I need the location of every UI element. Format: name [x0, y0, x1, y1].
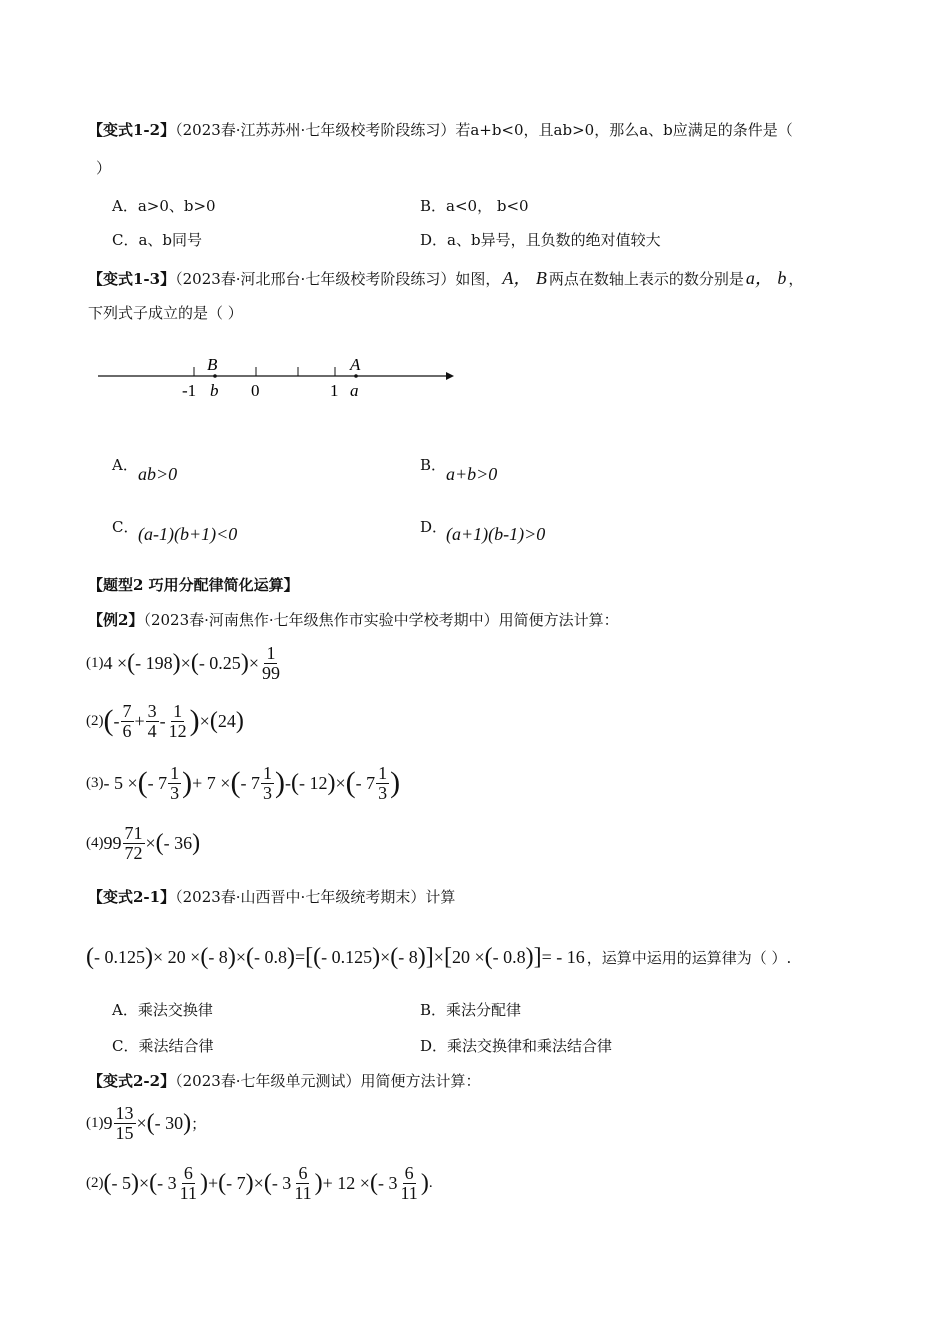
v21-eq-d: × — [235, 947, 246, 967]
v13-option-a-expr: ab>0 — [138, 464, 178, 484]
label-0: 0 — [251, 381, 260, 400]
v22-p2-f3n: 6 — [404, 1163, 414, 1183]
p3-frac1 — [168, 764, 181, 803]
section-title: 【题型2 巧用分配律简化运算】 — [88, 576, 299, 594]
p2-f1n: 7 — [122, 701, 132, 721]
p2-s2: + — [134, 710, 145, 731]
v13-option-c-label: C． — [112, 518, 139, 536]
e2-problem-2: (2) ( - $\frac{7}{6}$ + $\frac{3}{4}$ - $\frac{1}{12}$ ) × ( 24 ) — [86, 701, 244, 741]
p3-a: - 5 × — [103, 772, 138, 793]
v12-option-b: B．a<0， b<0 — [420, 197, 529, 215]
v22-p2-f3d: 11 — [400, 1182, 418, 1203]
v13-option-c-expr: (a-1)(b+1)<0 — [138, 524, 238, 544]
v22-head: 【变式2-2】 — [88, 1072, 176, 1090]
p3-b: - 7 — [147, 772, 168, 793]
v22-p2-f2n: 6 — [298, 1163, 308, 1183]
p1-fraction — [260, 644, 282, 683]
p2-f2n: 3 — [147, 701, 157, 721]
v13-line2: 下列式子成立的是（ ） — [88, 304, 243, 322]
v22-p2-f2d: 11 — [294, 1182, 312, 1203]
v22-p1-fd: 15 — [115, 1122, 134, 1143]
p1-a: 4 × — [103, 652, 128, 673]
p4-b: × — [145, 832, 156, 853]
v21-eq-d2: × — [380, 947, 391, 967]
v22-p1-end: ； — [191, 1116, 207, 1133]
p3-e: - 12 — [298, 772, 328, 793]
p2-f2d: 4 — [147, 720, 157, 741]
p4-fn: 71 — [124, 823, 143, 843]
v13-option-d-expr: (a+1)(b-1)>0 — [446, 524, 546, 544]
number-line-figure — [90, 345, 460, 405]
p4-number: (4) — [86, 834, 104, 851]
v12-option-d: D．a、b异号，且负数的绝对值较大 — [420, 231, 661, 249]
v21-option-b: B．乘法分配律 — [420, 1001, 522, 1019]
v13-points: A， B — [502, 268, 547, 288]
p1-c: × — [180, 652, 191, 673]
p2-s4: × — [199, 710, 210, 731]
v22-p2-f: + 12 × — [322, 1172, 370, 1193]
p2-f3d: 12 — [168, 720, 187, 741]
v22-p2-b2: × — [253, 1172, 264, 1193]
label-minus1: -1 — [182, 381, 197, 400]
p3-f2n: 1 — [262, 763, 272, 783]
v22-p2-b: × — [139, 1172, 150, 1193]
p3-f: × — [335, 772, 346, 793]
v13-body: （2023春·河北邢台·七年级校考阶段练习）如图， — [175, 270, 501, 288]
v22-body: （2023春·七年级单元测试）用简便方法计算： — [175, 1072, 481, 1090]
v22-question — [88, 1070, 481, 1091]
v22-p1-fn: 13 — [115, 1103, 134, 1123]
v21-eq-f: = — [294, 947, 306, 967]
v22-p2-a: - 5 — [111, 1172, 131, 1193]
v12-option-a: A．a>0、b>0 — [112, 197, 216, 215]
p2-number: (2) — [86, 712, 104, 729]
v22-p1-a: 9 — [103, 1112, 113, 1133]
v21-option-d: D．乘法交换律和乘法结合律 — [420, 1037, 613, 1055]
p1-number: (1) — [86, 654, 104, 671]
p3-f2d: 3 — [262, 782, 272, 803]
p2-f3n: 1 — [173, 701, 183, 721]
p2-frac3 — [167, 702, 189, 741]
v21-eq-a2: - 0.125 — [321, 947, 373, 967]
number-line-arrow — [446, 372, 454, 380]
v12-head: 【变式1-2】 — [88, 121, 176, 139]
point-a — [354, 374, 358, 378]
v22-p2-frac1 — [178, 1164, 199, 1203]
v12-option-c: C．a、b同号 — [112, 231, 203, 249]
v13-option-b-label: B． — [420, 456, 447, 474]
v21-eq-a: - 0.125 — [94, 947, 145, 967]
p1-frac-num: 1 — [266, 643, 276, 663]
label-B: B — [207, 355, 218, 374]
p3-frac3 — [376, 764, 389, 803]
e2-problem-3: (3) - 5 × ( - 7 $\frac{1}{3}$ ) + 7 × ( - 7 $\frac{1}{3}$ ) - ( - 12 ) × ( - 7 $\frac{1}{3}$ ) — [86, 763, 401, 803]
p1-b: - 198 — [135, 652, 173, 673]
v21-option-c: C．乘法结合律 — [112, 1037, 214, 1055]
p3-frac2 — [261, 764, 274, 803]
label-A: A — [350, 355, 361, 374]
p3-number: (3) — [86, 774, 104, 791]
label-b: b — [210, 381, 219, 400]
p3-f3d: 3 — [378, 782, 388, 803]
p2-f1d: 6 — [122, 720, 132, 741]
v21-body: （2023春·山西晋中·七年级统考期末）计算 — [175, 888, 456, 906]
v21-after: ，运算中运用的运算律为（ ）. — [586, 949, 792, 967]
p2-s3: - — [159, 710, 166, 731]
v21-eq-e2: - 0.8 — [492, 947, 526, 967]
v21-eq-b: × 20 × — [153, 947, 201, 967]
e2-question — [88, 609, 619, 630]
p3-f3n: 1 — [378, 763, 388, 783]
v13-question — [88, 264, 803, 290]
v13-option-d-label: D． — [420, 518, 448, 536]
v22-problem-2: (2) ( - 5 ) × ( - 3 $\frac{6}{11}$ ) + ( - 7 ) × ( - 3 $\frac{6}{11}$ ) + 12 × ( - 3 $\frac{6}{11}$ ) . — [86, 1163, 433, 1203]
v22-p2-d: + — [208, 1172, 219, 1193]
p3-c: + 7 × — [192, 772, 231, 793]
p4-c: - 36 — [163, 832, 193, 853]
v22-p1-c: - 30 — [154, 1112, 184, 1133]
v22-p1-b: × — [136, 1112, 147, 1133]
v22-p2-frac3 — [398, 1164, 419, 1203]
p2-s1: - — [113, 710, 120, 731]
v22-p2-number: (2) — [86, 1174, 104, 1191]
v22-p2-frac2 — [292, 1164, 313, 1203]
v22-p2-c2: - 3 — [271, 1172, 292, 1193]
v22-p2-e: - 7 — [226, 1172, 246, 1193]
p4-fd: 72 — [124, 842, 143, 863]
p3-f1n: 1 — [170, 763, 180, 783]
label-a: a — [350, 381, 359, 400]
e2-problem-4: (4) 99 $\frac{71}{72}$ × ( - 36 ) — [86, 823, 201, 863]
v22-p2-f1d: 11 — [179, 1182, 197, 1203]
v13-comma: ， — [788, 270, 804, 288]
v21-eq-g: 20 × — [451, 947, 485, 967]
p3-b2: - 7 — [240, 772, 260, 793]
v22-p2-c: - 3 — [157, 1172, 177, 1193]
p3-b3: - 7 — [355, 772, 376, 793]
p3-f1d: 3 — [170, 782, 180, 803]
p3-d: - — [284, 772, 291, 793]
v21-eq-c2: - 8 — [398, 947, 418, 967]
v13-option-b-expr: a+b>0 — [446, 464, 498, 484]
v12-tail: ） — [96, 159, 112, 177]
v21-eq-h: = - 16 — [541, 947, 585, 967]
v13-vars: a， b — [745, 268, 787, 288]
v21-eq-c: - 8 — [208, 947, 228, 967]
v22-p2-end: . — [428, 1174, 433, 1191]
v21-equation-line — [86, 944, 791, 971]
point-b — [213, 374, 217, 378]
v22-problem-1: (1) 9 $\frac{13}{15}$ × ( - 30 ) ； — [86, 1103, 207, 1143]
v12-body: （2023春·江苏苏州·七年级校考阶段练习）若a+b<0，且ab>0，那么a、b应满足的条件是（ — [175, 121, 793, 139]
v21-option-a: A．乘法交换律 — [112, 1001, 213, 1019]
v22-p2-c3: - 3 — [377, 1172, 398, 1193]
e2-head: 【例2】 — [88, 611, 144, 629]
p1-d: - 0.25 — [198, 652, 241, 673]
v13-option-a-label: A． — [112, 456, 138, 474]
v21-eq-d3: × — [433, 947, 444, 967]
v13-head: 【变式1-3】 — [88, 270, 176, 288]
p2-s5: 24 — [217, 710, 236, 731]
v21-question — [88, 886, 455, 907]
v22-p1-number: (1) — [86, 1114, 104, 1131]
p4-fraction — [123, 824, 145, 863]
p1-frac-den: 99 — [261, 662, 280, 683]
p2-frac1 — [121, 702, 134, 741]
v21-eq-e: - 0.8 — [253, 947, 287, 967]
p2-frac2 — [146, 702, 159, 741]
e2-problem-1: (1) 4 × ( - 198 ) × ( - 0.25 ) × $\frac{1}{99}$ — [86, 643, 280, 683]
v13-body2: 两点在数轴上表示的数分别是 — [548, 270, 744, 288]
v21-equation: ( - 0.125 ) × 20 × ( - 8 ) × ( - 0.8 ) = [ ( - 0.125 ) × ( - 8 ) ] × [ 20 × ( - 0.8 ) ] = - 16 — [86, 944, 585, 970]
e2-body: （2023春·河南焦作·七年级焦作市实验中学校考期中）用简便方法计算： — [143, 611, 619, 629]
p4-a: 99 — [103, 832, 122, 853]
v22-p1-fraction — [114, 1104, 136, 1143]
v12-question — [88, 119, 793, 140]
label-1: 1 — [330, 381, 339, 400]
v22-p2-f1n: 6 — [183, 1163, 193, 1183]
p1-e: × — [248, 652, 259, 673]
v21-head: 【变式2-1】 — [88, 888, 176, 906]
